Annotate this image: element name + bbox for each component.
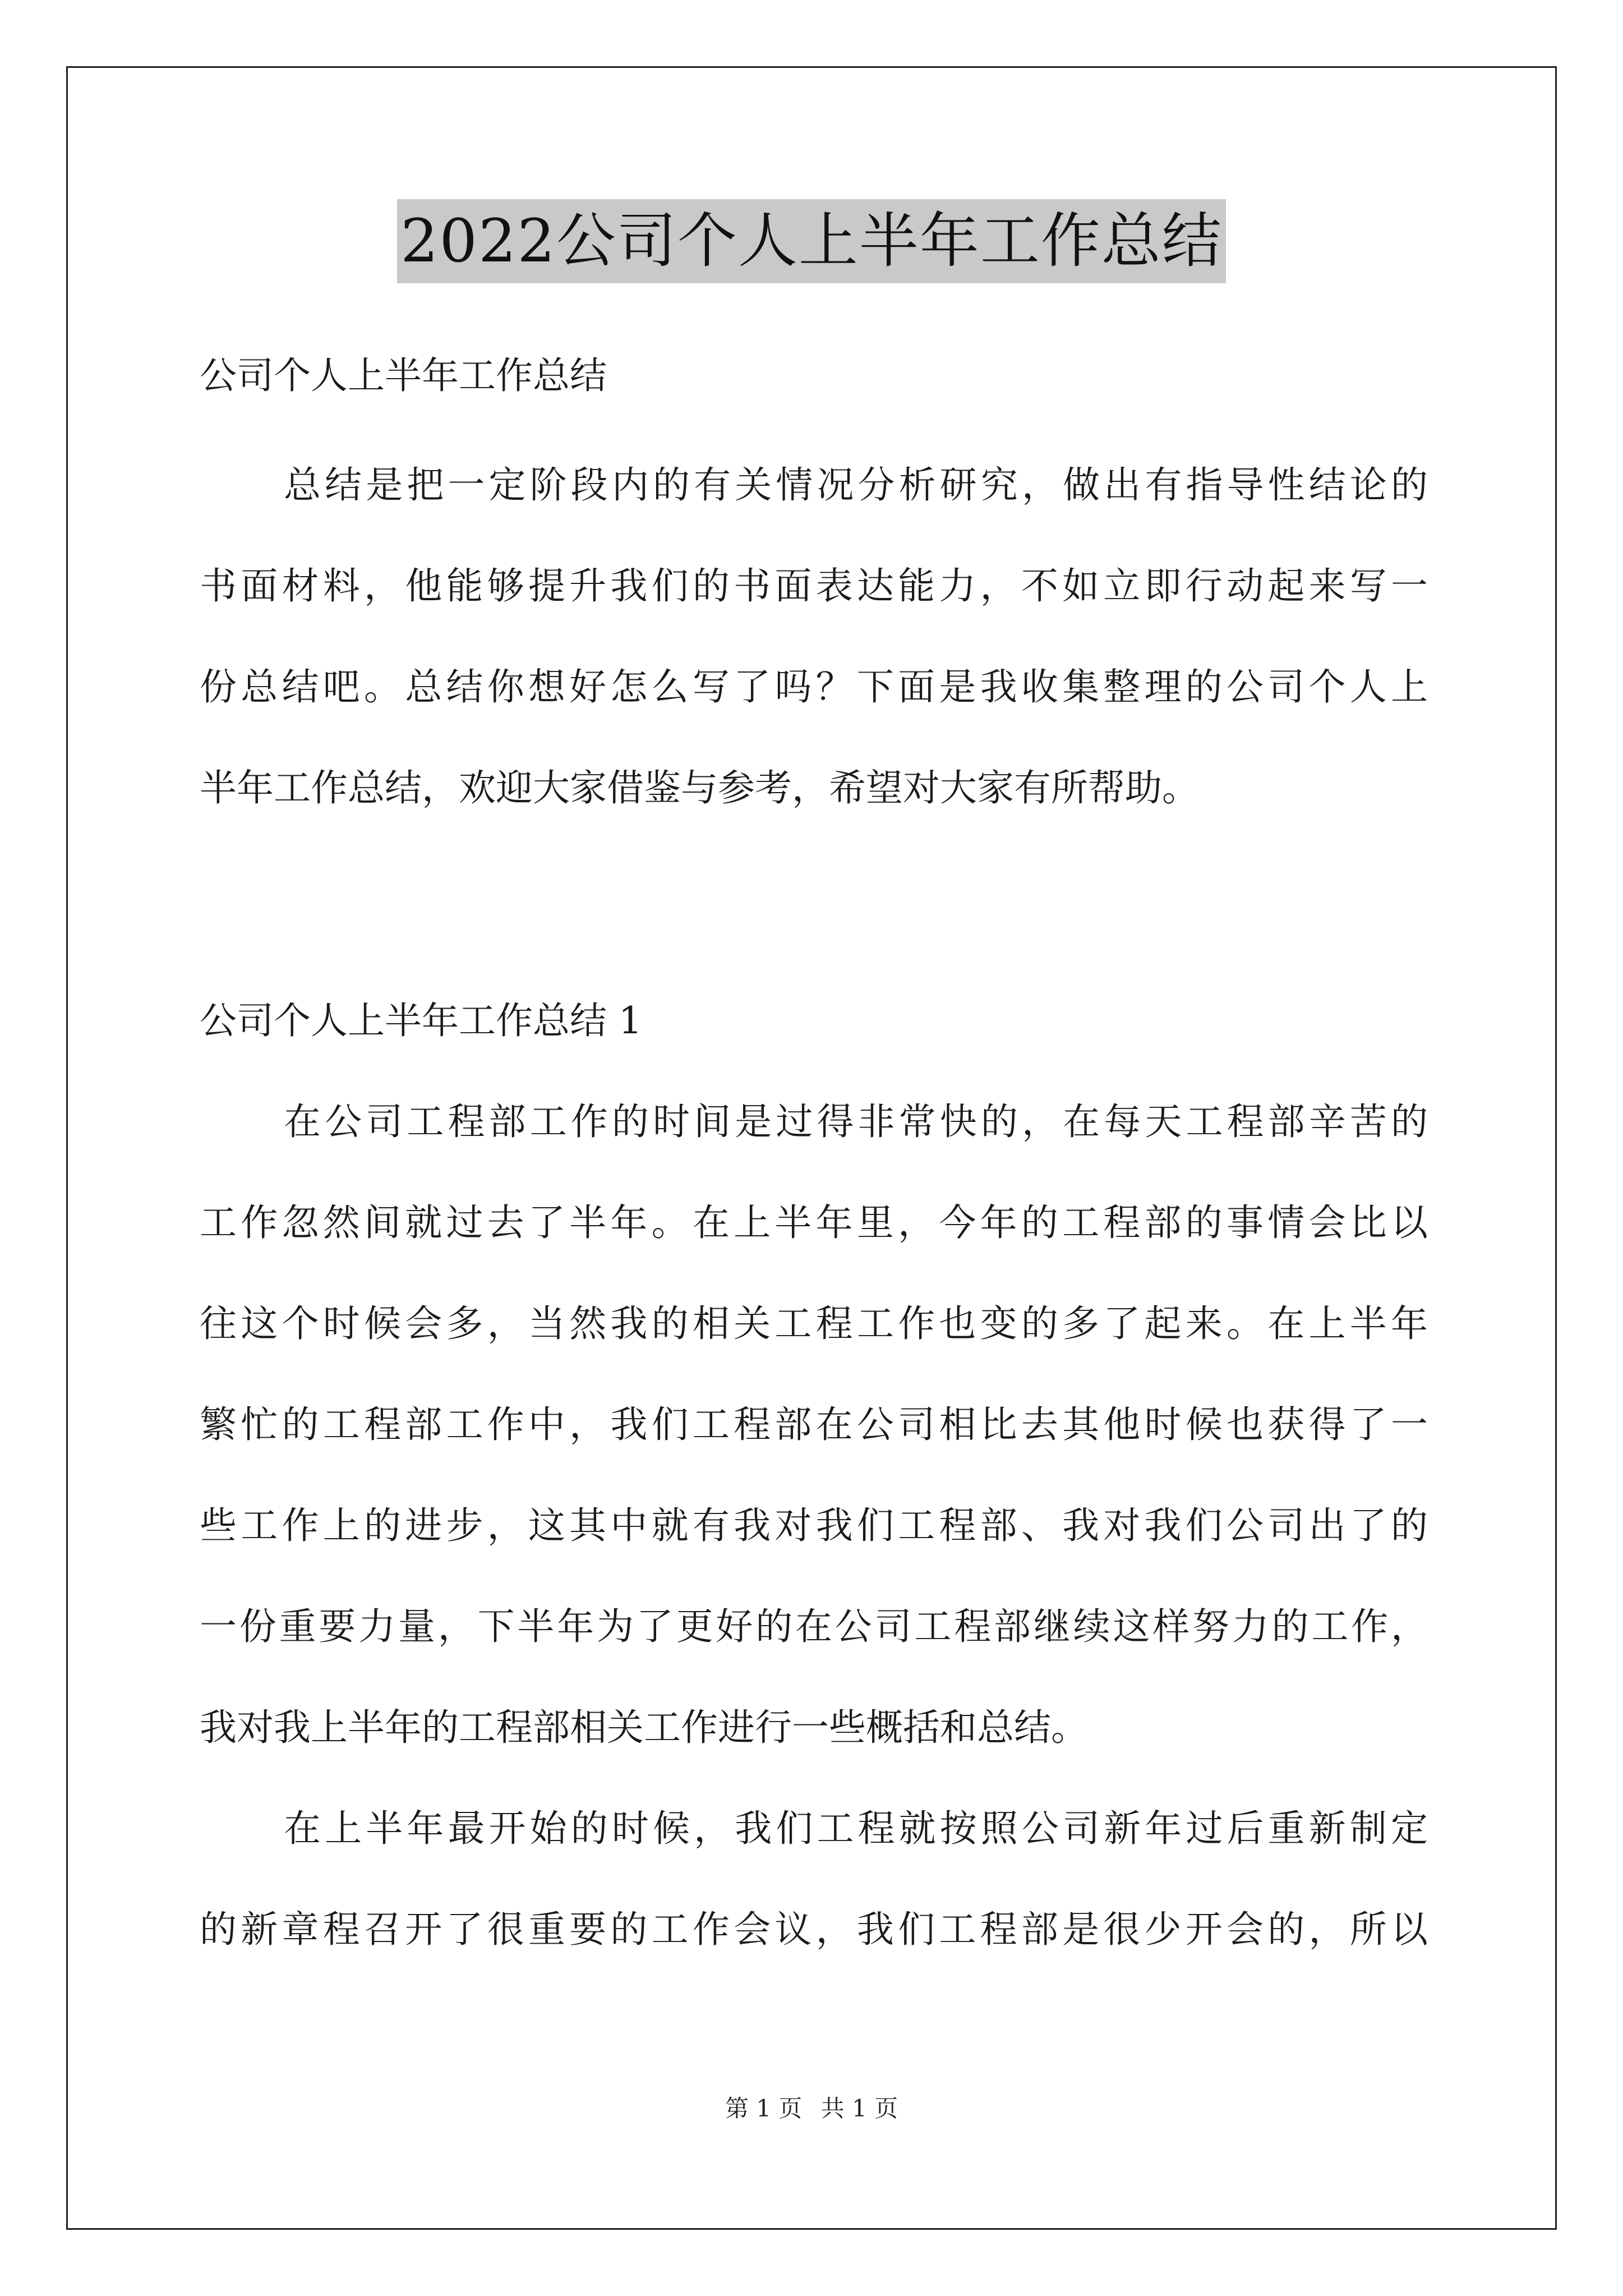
body-line: 在上半年最开始的时候，我们工程就按照公司新年过后重新制定 <box>284 1807 1428 1850</box>
page-number: 第 1 页 <box>725 2095 803 2122</box>
section-heading: 公司个人上半年工作总结 1 <box>200 999 642 1042</box>
body-line: 往这个时候会多，当然我的相关工程工作也变的多了起来。在上半年 <box>200 1302 1428 1345</box>
body-line: 我对我上半年的工程部相关工作进行一些概括和总结。 <box>200 1706 1088 1749</box>
body-line: 一份重要力量，下半年为了更好的在公司工程部继续这样努力的工作， <box>200 1605 1428 1648</box>
document-title: 2022公司个人上半年工作总结 <box>397 199 1226 283</box>
page-total: 共 1 页 <box>820 2095 898 2122</box>
body-line: 繁忙的工程部工作中，我们工程部在公司相比去其他时候也获得了一 <box>200 1403 1428 1446</box>
intro-line: 书面材料，他能够提升我们的书面表达能力，不如立即行动起来写一 <box>200 564 1428 608</box>
intro-heading: 公司个人上半年工作总结 <box>200 354 607 397</box>
page-footer <box>0 2092 1623 2125</box>
body-line: 些工作上的进步，这其中就有我对我们工程部、我对我们公司出了的 <box>200 1504 1428 1547</box>
title-wrap <box>0 199 1623 283</box>
intro-line: 份总结吧。总结你想好怎么写了吗？下面是我收集整理的公司个人上 <box>200 665 1428 708</box>
intro-line: 半年工作总结，欢迎大家借鉴与参考，希望对大家有所帮助。 <box>200 766 1199 809</box>
body-line: 在公司工程部工作的时间是过得非常快的，在每天工程部辛苦的 <box>284 1100 1428 1143</box>
body-line: 工作忽然间就过去了半年。在上半年里，今年的工程部的事情会比以 <box>200 1201 1428 1244</box>
body-line: 的新章程召开了很重要的工作会议，我们工程部是很少开会的，所以 <box>200 1908 1428 1951</box>
intro-line: 总结是把一定阶段内的有关情况分析研究，做出有指导性结论的 <box>284 463 1428 507</box>
